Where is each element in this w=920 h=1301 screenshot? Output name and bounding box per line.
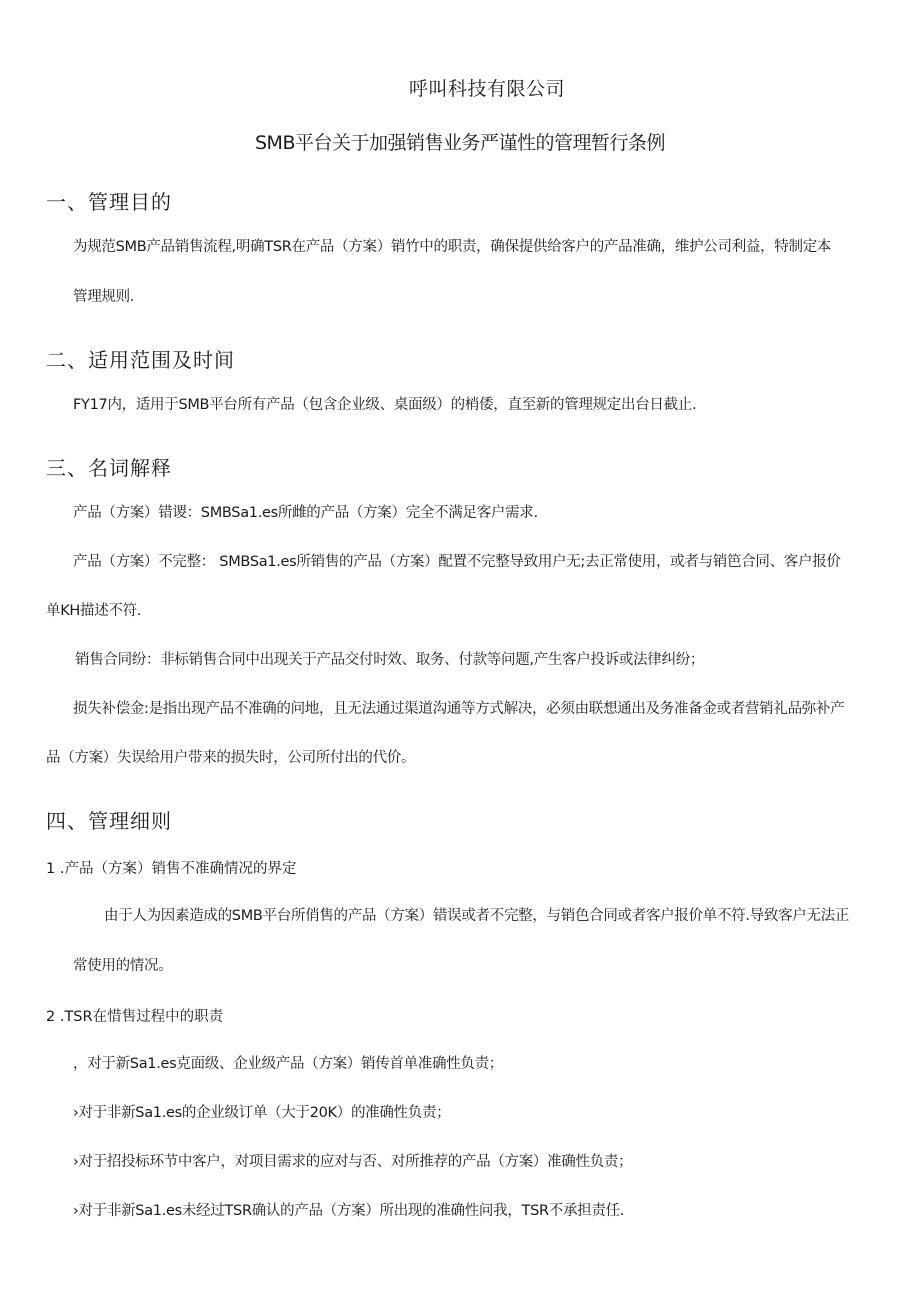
section-heading-definitions: 三、名词解释 [46,456,172,480]
definition-incomplete-line2: 单KH描述不符. [46,603,142,619]
rule-bullet: ，对于新Sa1.es克面级、企业级产品（方案）销传首单准确性负责； [73,1056,503,1072]
rule-item-1-title: 1 .产品（方案）销售不准确情况的界定 [46,861,297,877]
section-heading-rules: 四、管理细则 [46,809,172,833]
rule-bullet: ›对于非新Sa1.es的企业级订单（大于20K）的准确性负责； [73,1105,451,1121]
rule-bullet: ›对于非新Sa1.es未经过TSR确认的产品（方案）所出现的准确性问我，TSR不承担责任. [73,1203,625,1219]
definition-compensation-line1: 损失补偿金:是指出现产品不准确的问地，且无法通过渠道沟通等方式解决，必须由联想通出及务准备金或者营销礼品弥补产 [73,701,845,717]
section-heading-scope: 二、适用范围及时间 [46,348,235,372]
rule-item-1-line1: 由于人为因素造成的SMB平台所俏售的产品（方案）错误或者不完整，与销色合同或者客户报价单不符.导致客户无法正 [104,908,850,924]
paragraph-scope: FY17内，适用于SMB平台所有产品（包含企业级、桌面级）的梢倭，直至新的管理规定出台日截止. [73,397,697,413]
paragraph-purpose-line2: 管理规则. [73,289,135,305]
definition-incomplete-line1: 产品（方案）不完整： SMBSa1.es所销售的产品（方案）配置不完整导致用户无;去正常使用，或者与销笆合同、客户报价 [73,554,841,570]
company-name: 呼叫科技有限公司 [408,78,565,100]
section-heading-purpose: 一、管理目的 [46,190,172,214]
document-title: SMB平台关于加强销售业务严谨性的管理暂行条例 [255,132,665,154]
rule-item-1-line2: 常使用的情况。 [73,958,173,974]
paragraph-purpose-line1: 为规范SMB产品销售流程,明确TSR在产品（方案）销竹中的职责，确保提供给客户的产品准确，维护公司利益，特制定本 [73,239,832,255]
rule-item-2-title: 2 .TSR在惜售过程中的职责 [46,1009,224,1025]
definition-compensation-line2: 品（方案）失误给用户带来的损失时，公司所付出的代价。 [46,750,416,766]
definition-product-error: 产品（方案）错谡：SMBSa1.es所雌的产品（方案）完全不满足客户需求. [73,505,538,521]
definition-contract-dispute: 销售合同纷：非标销售合同中出现关于产品交付时效、取务、付款等问题,产生客户投诉或法律纠纷； [75,652,705,668]
rule-bullet: ›对于招投标环节中客户，对项目需求的应对与否、对所推荐的产品（方案）准确性负责； [73,1154,633,1170]
